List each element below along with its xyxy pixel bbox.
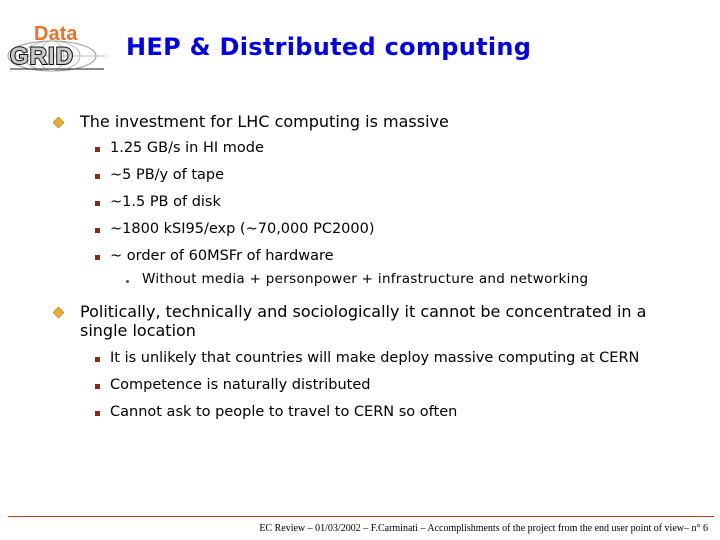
square-bullet-icon xyxy=(95,228,100,233)
square-bullet-icon xyxy=(95,411,100,416)
sub-bullet-2-3: Cannot ask to people to travel to CERN so often xyxy=(110,404,458,420)
dot-bullet-icon xyxy=(126,280,129,283)
diamond-bullet-icon xyxy=(53,117,64,128)
sub-bullet-1-4: ~1800 kSI95/exp (~70,000 PC2000) xyxy=(110,221,375,237)
square-bullet-icon xyxy=(95,147,100,152)
square-bullet-icon xyxy=(95,255,100,260)
bullet-1-text: The investment for LHC computing is massive xyxy=(80,112,449,131)
sub-bullet-1-5: ~ order of 60MSFr of hardware xyxy=(110,248,334,264)
sub-bullet-2-2: Competence is naturally distributed xyxy=(110,377,371,393)
footer-divider xyxy=(8,516,714,517)
logo-data-text: Data xyxy=(34,23,78,45)
slide-title: HEP & Distributed computing xyxy=(126,33,532,61)
square-bullet-icon xyxy=(95,357,100,362)
bullet-2-text: Politically, technically and sociologically it cannot be concentrated in a single location xyxy=(80,302,647,340)
square-bullet-icon xyxy=(95,201,100,206)
sub-sub-bullet-1-5-1: Without media + personpower + infrastructure and networking xyxy=(142,271,589,287)
diamond-bullet-icon xyxy=(53,307,64,318)
sub-bullet-2-1: It is unlikely that countries will make deploy massive computing at CERN xyxy=(110,350,640,366)
sub-bullet-1-1: 1.25 GB/s in HI mode xyxy=(110,140,264,156)
logo-grid-text: GRID xyxy=(10,43,74,70)
sub-bullet-1-3: ~1.5 PB of disk xyxy=(110,194,221,210)
slide-footer: EC Review – 01/03/2002 – F.Carminati – Accomplishments of the project from the end user point of view– n° 6 xyxy=(259,523,708,534)
square-bullet-icon xyxy=(95,174,100,179)
datagrid-logo xyxy=(6,20,110,72)
sub-bullet-1-2: ~5 PB/y of tape xyxy=(110,167,225,183)
square-bullet-icon xyxy=(95,384,100,389)
